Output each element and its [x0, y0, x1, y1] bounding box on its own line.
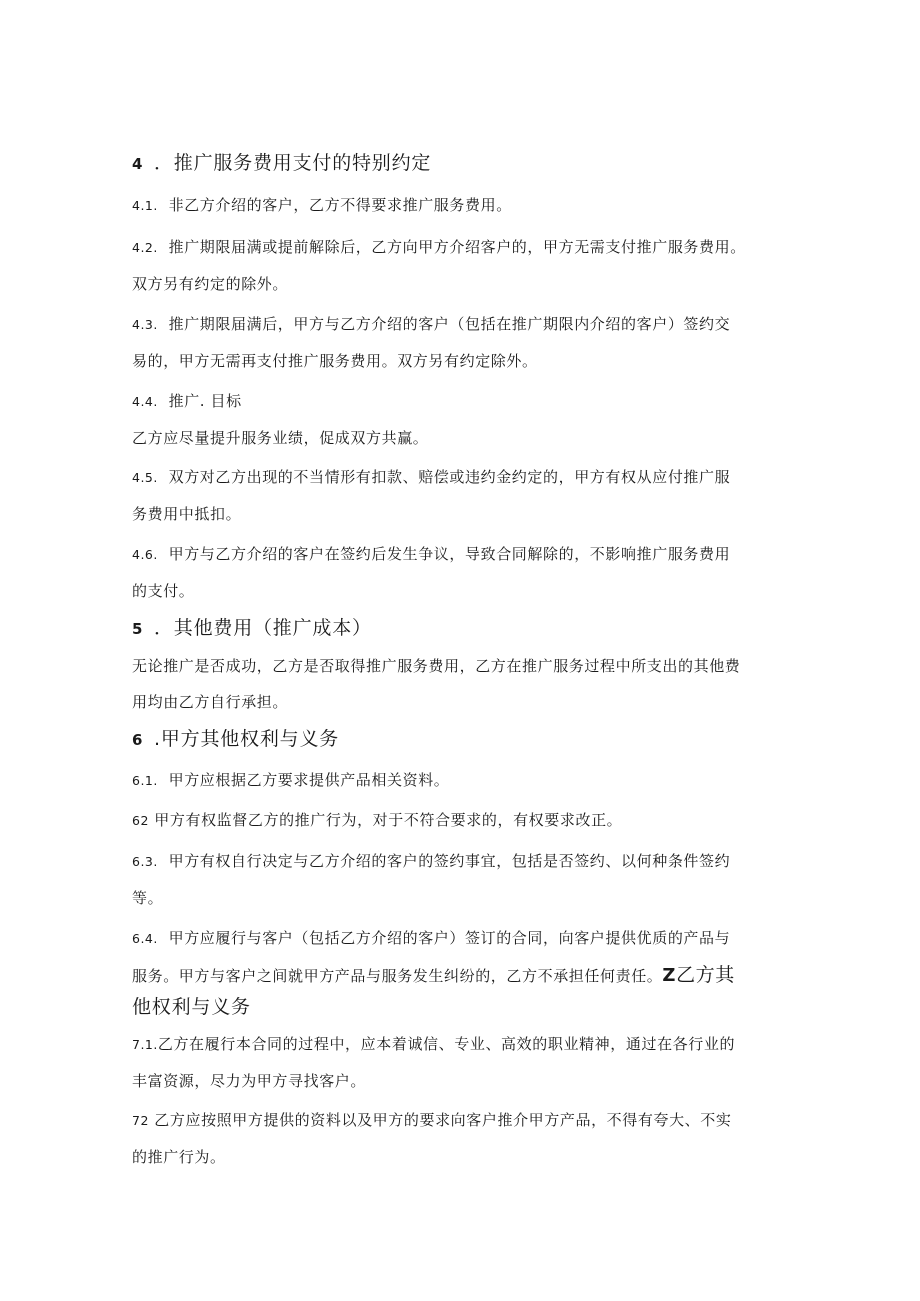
clause-7-1-text-a: 乙方在履行本合同的过程中，应本着诚信、专业、高效的职业精神，通过在各行业的 [157, 1035, 736, 1053]
clause-4-6 [132, 544, 802, 565]
clause-6-3-cont: 等。 [132, 889, 164, 907]
section-6-title: .甲方其他权利与义务 [154, 728, 340, 750]
clause-4-3-cont: 易的，甲方无需再支付推广服务费用。双方另有约定除外。 [132, 352, 538, 370]
clause-4-1 [132, 195, 802, 216]
section-7-title-a: 乙方其 [676, 964, 735, 986]
clause-6-4-text-b: 服务。甲方与客户之间就甲方产品与服务发生纠纷的，乙方不承担任何责任。 [132, 967, 663, 985]
document-page [132, 150, 802, 1167]
section-5-heading [132, 615, 802, 642]
section-7-number: Z [662, 965, 677, 986]
section-5-body-b: 用均由乙方自行承担。 [132, 693, 289, 711]
clause-4-3 [132, 314, 802, 335]
clause-6-3-text-a: 甲方有权自行决定与乙方介绍的客户的签约事宜，包括是否签约、以何种条件签约 [168, 852, 731, 870]
clause-7-1 [132, 1034, 802, 1055]
clause-6-1-text: 甲方应根据乙方要求提供产品相关资料。 [168, 771, 450, 789]
clause-7-2 [132, 1110, 802, 1131]
clause-4-6-number: 4.6. [132, 547, 158, 562]
clause-4-4-number: 4.4. [132, 394, 158, 409]
clause-4-3-number: 4.3. [132, 317, 158, 332]
clause-6-1-number: 6.1. [132, 773, 158, 788]
clause-4-2-number: 4.2. [132, 240, 158, 255]
clause-4-4-text: 推广. 目标 [168, 392, 242, 410]
clause-4-2-cont: 双方另有约定的除外。 [132, 275, 289, 293]
clause-6-1 [132, 770, 802, 791]
clause-6-2-text: 甲方有权监督乙方的推广行为，对于不符合要求的，有权要求改正。 [154, 811, 623, 829]
clause-4-1-number: 4.1. [132, 198, 158, 213]
section-5-number: 5 [132, 620, 144, 638]
clause-4-1-text: 非乙方介绍的客户，乙方不得要求推广服务费用。 [168, 196, 512, 214]
clause-7-2-cont: 的推广行为。 [132, 1148, 226, 1166]
clause-7-2-text-a: 乙方应按照甲方提供的资料以及甲方的要求向客户推介甲方产品，不得有夸大、不实 [154, 1111, 732, 1129]
clause-7-2-number: 72 [132, 1113, 149, 1128]
clause-7-1-number: 7.1. [132, 1037, 158, 1052]
clause-4-3-text-a: 推广期限届满后，甲方与乙方介绍的客户（包括在推广期限内介绍的客户）签约交 [168, 315, 731, 333]
clause-4-5 [132, 467, 802, 488]
clause-4-2-text-a: 推广期限届满或提前解除后，乙方向甲方介绍客户的，甲方无需支付推广服务费用。 [168, 238, 746, 256]
clause-7-1-cont: 丰富资源，尽力为甲方寻找客户。 [132, 1072, 367, 1090]
clause-4-5-text-a: 双方对乙方出现的不当情形有扣款、赔偿或违约金约定的，甲方有权从应付推广服 [168, 468, 731, 486]
section-4-heading [132, 150, 802, 177]
clause-6-3-number: 6.3. [132, 854, 158, 869]
clause-4-4 [132, 391, 802, 412]
clause-4-4-body: 乙方应尽量提升服务业绩，促成双方共赢。 [132, 429, 429, 447]
clause-6-4-number: 6.4. [132, 931, 158, 946]
clause-4-5-number: 4.5. [132, 470, 158, 485]
section-5-title: ．其他费用（推广成本） [154, 617, 372, 639]
clause-6-4-cont [132, 965, 802, 986]
clause-4-5-cont: 务费用中抵扣。 [132, 505, 242, 523]
clause-6-2-number: 62 [132, 813, 149, 828]
section-4-title: ．推广服务费用支付的特别约定 [154, 152, 432, 174]
clause-4-6-cont: 的支付。 [132, 582, 195, 600]
section-7-title-b: 他权利与义务 [132, 996, 251, 1018]
section-4-number: 4 [132, 155, 144, 173]
section-5-body-a: 无论推广是否成功，乙方是否取得推广服务费用，乙方在推广服务过程中所支出的其他费 [132, 657, 741, 675]
clause-6-3 [132, 851, 802, 872]
section-6-heading [132, 726, 802, 753]
clause-6-4-text-a: 甲方应履行与客户（包括乙方介绍的客户）签订的合同，向客户提供优质的产品与 [168, 929, 731, 947]
clause-4-6-text-a: 甲方与乙方介绍的客户在签约后发生争议，导致合同解除的，不影响推广服务费用 [168, 545, 731, 563]
clause-6-2 [132, 810, 802, 831]
section-6-number: 6 [132, 731, 144, 749]
clause-4-2 [132, 237, 802, 258]
clause-6-4 [132, 928, 802, 949]
